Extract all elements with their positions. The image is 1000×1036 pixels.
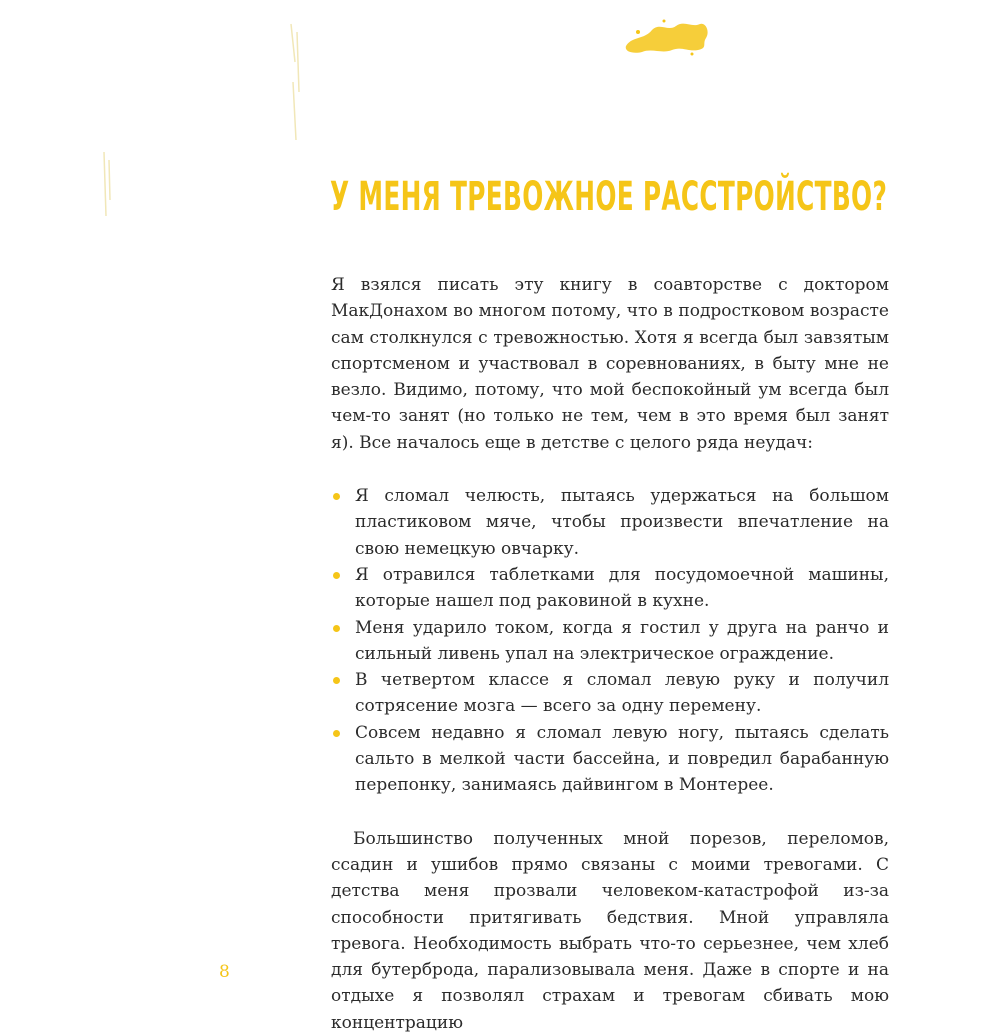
list-item: В четвертом классе я сломал левую руку и получил сотрясение мозга — всего за одну перемену. <box>331 667 889 720</box>
list-item: Я сломал челюсть, пытаясь удержаться на большом пластиковом мяче, чтобы произвести впечатление на свою немецкую овчарку. <box>331 483 889 562</box>
paint-splat-decoration <box>622 18 712 58</box>
bullet-dot-icon <box>333 572 340 579</box>
list-item: Меня ударило током, когда я гостил у друга на ранчо и сильный ливень упал на электрическое ограждение. <box>331 615 889 668</box>
list-item: Совсем недавно я сломал левую ногу, пытаясь сделать сальто в мелкой части бассейна, и повредил барабанную перепонку, занимаясь дайвингом в Монтерее. <box>331 720 889 799</box>
intro-paragraph: Я взялся писать эту книгу в соавторстве с доктором МакДонахом во многом потому, что в подростковом возрасте сам столкнулся с тревожностью. Хотя я всегда был завзятым спортсменом и участвовал в соревнованиях, в быту мне не везло. Видимо, потому, что мой беспокойный ум всегда был чем-то занят (но только не тем, чем в это время был занят я). Все началось еще в детстве с целого ряда неудач: <box>331 275 889 453</box>
list-item: Я отравился таблетками для посудомоечной машины, которые нашел под раковиной в кухне. <box>331 562 889 615</box>
scratch-decoration <box>98 150 118 220</box>
bullet-dot-icon <box>333 677 340 684</box>
scratch-decoration <box>287 22 307 142</box>
closing-paragraph: Большинство полученных мной порезов, переломов, ссадин и ушибов прямо связаны с моими тревогами. С детства меня прозвали человеком-катастрофой из-за способности притягивать бедствия. Мной управляла тревога. Необходимость выбрать что-то серьезнее, чем хлеб для бутерброда, парализовывала меня. Даже в спорте и на отдыхе я позволял страхам и тревогам сбивать мою концентрацию <box>331 828 889 1033</box>
bullet-dot-icon <box>333 493 340 500</box>
page-number: 8 <box>219 962 230 982</box>
bullet-list <box>331 483 889 799</box>
body-text <box>331 272 889 1036</box>
bullet-dot-icon <box>333 730 340 737</box>
chapter-title: У МЕНЯ ТРЕВОЖНОЕ РАССТРОЙСТВО? <box>330 174 888 220</box>
bullet-dot-icon <box>333 625 340 632</box>
